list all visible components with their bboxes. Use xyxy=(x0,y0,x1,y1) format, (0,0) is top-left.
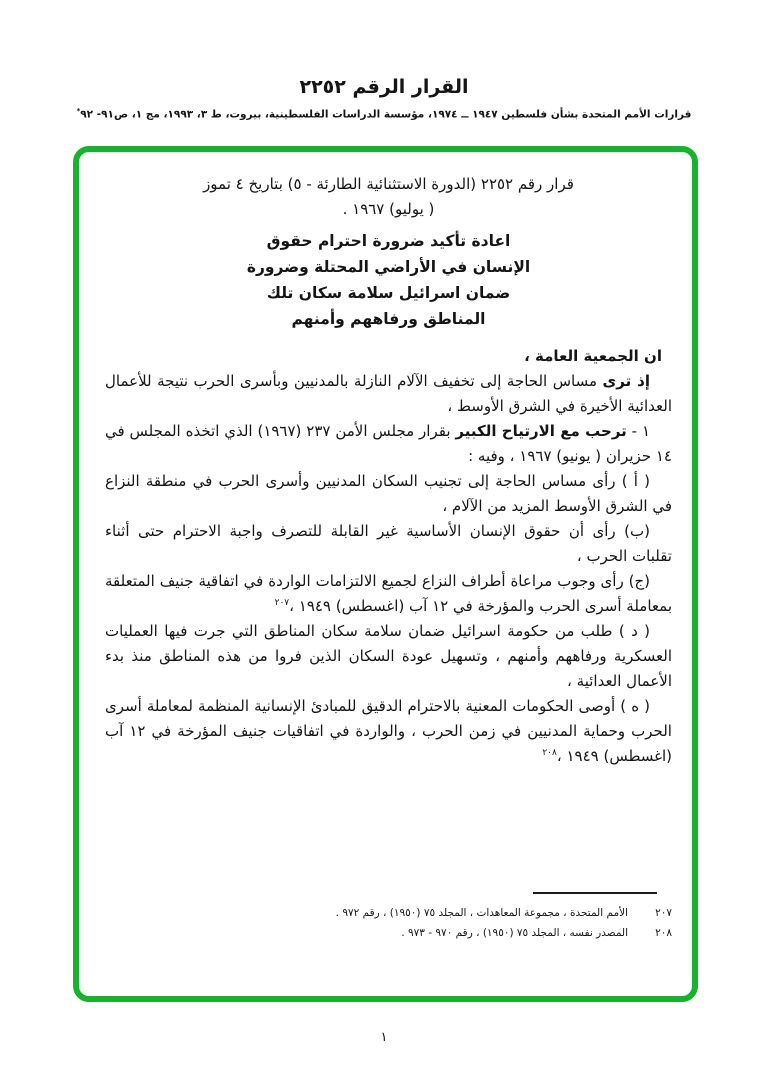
preamble-title: ان الجمعية العامة ، xyxy=(524,347,662,365)
operative-number: ١ - xyxy=(626,422,651,440)
heading-line: المناطق ورفاههم وأمنهم xyxy=(291,310,486,328)
footnote-separator xyxy=(533,892,657,894)
source-citation-line xyxy=(0,107,768,121)
footnote-number: ٢٠٧ xyxy=(655,907,672,919)
green-frame xyxy=(73,146,698,1002)
operative-verb: ترحب مع الارتياح الكبير xyxy=(455,422,627,440)
item-paragraph-a xyxy=(105,469,672,519)
footnote-207 xyxy=(105,903,672,923)
operative-text: بقرار مجلس الأمن ٢٣٧ (١٩٦٧) الذي اتخذه المجلس في ١٤ حزيران ( يونيو) ١٩٦٧ ، وفيه : xyxy=(105,422,672,465)
page-title: القرار الرقم ٢٢٥٢ xyxy=(299,76,469,98)
item-text: رأى مساس الحاجة إلى تجنيب السكان المدنيين وأسرى الحرب في منطقة النزاع في الشرق الأوسط المزيد من الآلام ، xyxy=(105,472,672,515)
source-note-mark: * xyxy=(76,107,81,115)
preamble-lead: إذ ترى xyxy=(602,372,650,390)
item-paragraph-c xyxy=(105,569,672,619)
footnote-text: المصدر نفسه ، المجلد ٧٥ (١٩٥٠) ، رقم ٩٧٠ - ٩٧٣ . xyxy=(401,927,628,939)
item-label: ( د ) xyxy=(618,622,651,640)
item-label: (ب) xyxy=(624,522,650,540)
item-text: طلب من حكومة اسرائيل ضمان سلامة سكان المناطق التي جرت فيها العمليات العسكرية ورفاههم وأمنهم ، وتسهيل عودة السكان الذين فروا من هذه المناطق منذ بدء الأعمال العدائية ، xyxy=(105,622,672,690)
source-citation-text: قرارات الأمم المتحدة بشأن فلسطين ١٩٤٧ ــ ١٩٧٤، مؤسسة الدراسات الفلسطينية، بيروت، ط ٣، ١٩٩٣، مج ١، ص٩١- ٩٢ xyxy=(80,108,692,121)
resolution-heading xyxy=(105,228,672,332)
heading-line: الإنسان في الأراضي المحتلة وضرورة xyxy=(246,258,531,276)
intro-line: قرار رقم ٢٢٥٢ (الدورة الاستثنائية الطارئة - ٥) بتاريخ ٤ تموز xyxy=(203,175,574,193)
item-label: ( أ ) xyxy=(621,472,650,490)
heading-line: اعادة تأكيد ضرورة احترام حقوق xyxy=(266,232,511,250)
footnote-text: الأمم المتحدة ، مجموعة المعاهدات ، المجلد ٧٥ (١٩٥٠) ، رقم ٩٧٢ . xyxy=(335,907,628,919)
intro-line: ( يوليو) ١٩٦٧ . xyxy=(342,200,435,218)
footnote-ref-208: ٢٠٨ xyxy=(542,748,557,758)
item-label: ( ه ) xyxy=(620,697,650,715)
footnotes-section xyxy=(105,892,672,943)
item-paragraph-b xyxy=(105,519,672,569)
footnote-ref-207: ٢٠٧ xyxy=(274,598,290,608)
preamble-text: مساس الحاجة إلى تخفيف الآلام النازلة بالمدنيين وبأسرى الحرب نتيجة للأعمال العدائية الأخيرة في الشرق الأوسط ، xyxy=(105,372,672,415)
item-label: (ج) xyxy=(628,572,650,590)
heading-line: ضمان اسرائيل سلامة سكان تلك xyxy=(266,284,511,302)
preamble-paragraph xyxy=(105,369,672,419)
item-text: رأى أن حقوق الإنسان الأساسية غير القابلة للتصرف واجبة الاحترام حتى أثناء تقلبات الحرب ، xyxy=(105,522,672,565)
footnote-208 xyxy=(105,923,672,943)
item-paragraph-d xyxy=(105,619,672,694)
footnote-number: ٢٠٨ xyxy=(655,927,672,939)
item-paragraph-e xyxy=(105,694,672,769)
resolution-intro xyxy=(105,172,672,222)
item-text: رأى وجوب مراعاة أطراف النزاع لجميع الالتزامات الواردة في اتفاقية جنيف المتعلقة بمعاملة أسرى الحرب والمؤرخة في ١٢ آب (اغسطس) ١٩٤٩ ، xyxy=(105,572,672,615)
operative-paragraph xyxy=(105,419,672,469)
resolution-body xyxy=(79,152,692,769)
item-text: أوصى الحكومات المعنية بالاحترام الدقيق للمبادئ الإنسانية المنظمة لمعاملة أسرى الحرب وحماية المدنيين في زمن الحرب ، والواردة في اتفاقيات جنيف المؤرخة في ١٢ آب (اغسطس) ١٩٤٩ ، xyxy=(105,697,672,765)
page-number: ١ xyxy=(380,1030,388,1045)
